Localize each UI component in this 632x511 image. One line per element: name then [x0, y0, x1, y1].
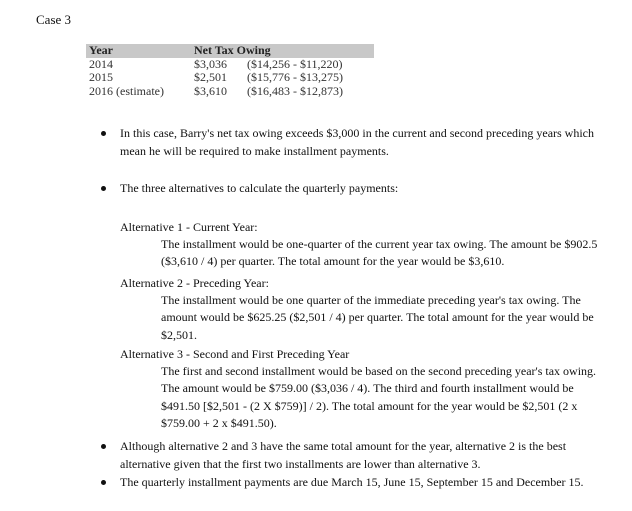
- year-column-header: Year: [89, 43, 113, 57]
- table-row: [86, 58, 374, 72]
- table-row: [86, 85, 374, 99]
- net-tax-owing-column-header: Net Tax Owing: [194, 43, 271, 57]
- table-header-row: [86, 44, 374, 58]
- alternative-heading: Alternative 2 - Preceding Year:: [120, 276, 269, 290]
- case-title: Case 3: [36, 12, 72, 27]
- bullet-due-dates: The quarterly installment payments are due March 15, June 15, September 15 and December 15.: [120, 474, 615, 492]
- owing-amount: $3,610: [194, 83, 227, 98]
- bullet-installment-requirement: In this case, Barry's net tax owing exceeds $3,000 in the current and second preceding years which mean he will be required to make installment payments.: [120, 125, 615, 160]
- owing-calculation: ($15,776 - $13,275): [247, 70, 343, 84]
- table-row: [86, 71, 374, 85]
- owing-cell: [194, 58, 374, 72]
- owing-amount: $3,036: [194, 56, 227, 71]
- year-cell: 2016 (estimate): [89, 83, 164, 98]
- owing-cell: [194, 71, 374, 85]
- net-tax-owing-table: [86, 44, 374, 98]
- alternative-2: [120, 275, 613, 344]
- alternative-heading: Alternative 3 - Second and First Preceding Year: [120, 347, 350, 361]
- year-cell: 2014: [89, 56, 113, 71]
- year-cell: 2015: [89, 70, 113, 84]
- alternative-1: [120, 219, 613, 271]
- alternative-description: The installment would be one-quarter of the current year tax owing. The amount be $902.5 ($3,610 / 4) per quarter. The total amount for the year would be $3,610.: [161, 237, 598, 269]
- alternative-3: [120, 346, 613, 432]
- bullet-three-alternatives: The three alternatives to calculate the quarterly payments:: [120, 180, 615, 198]
- owing-cell: [194, 85, 374, 99]
- bullet-best-alternative: Although alternative 2 and 3 have the same total amount for the year, alternative 2 is the best alternative given that the first two installments are lower than alternative 3.: [120, 438, 615, 473]
- owing-calculation: ($16,483 - $12,873): [247, 83, 343, 98]
- alternative-description: The installment would be one quarter of the immediate preceding year's tax owing. The amount would be $625.25 ($2,501 / 4) per quarter. The total amount for the year would be $2,501.: [161, 293, 594, 342]
- owing-calculation: ($14,256 - $11,220): [247, 56, 343, 71]
- alternative-description: The first and second installment would be based on the second preceding year's tax owing. The amount would be $759.00 ($3,036 / 4). The third and fourth installment would be $491.50 [$2,501 - (2 X $759)] / 2). The total amount for the year would be $2,501 (2 x $759.00 + 2 x $491.50).: [161, 364, 597, 430]
- owing-amount: $2,501: [194, 70, 227, 84]
- alternative-heading: Alternative 1 - Current Year:: [120, 220, 258, 234]
